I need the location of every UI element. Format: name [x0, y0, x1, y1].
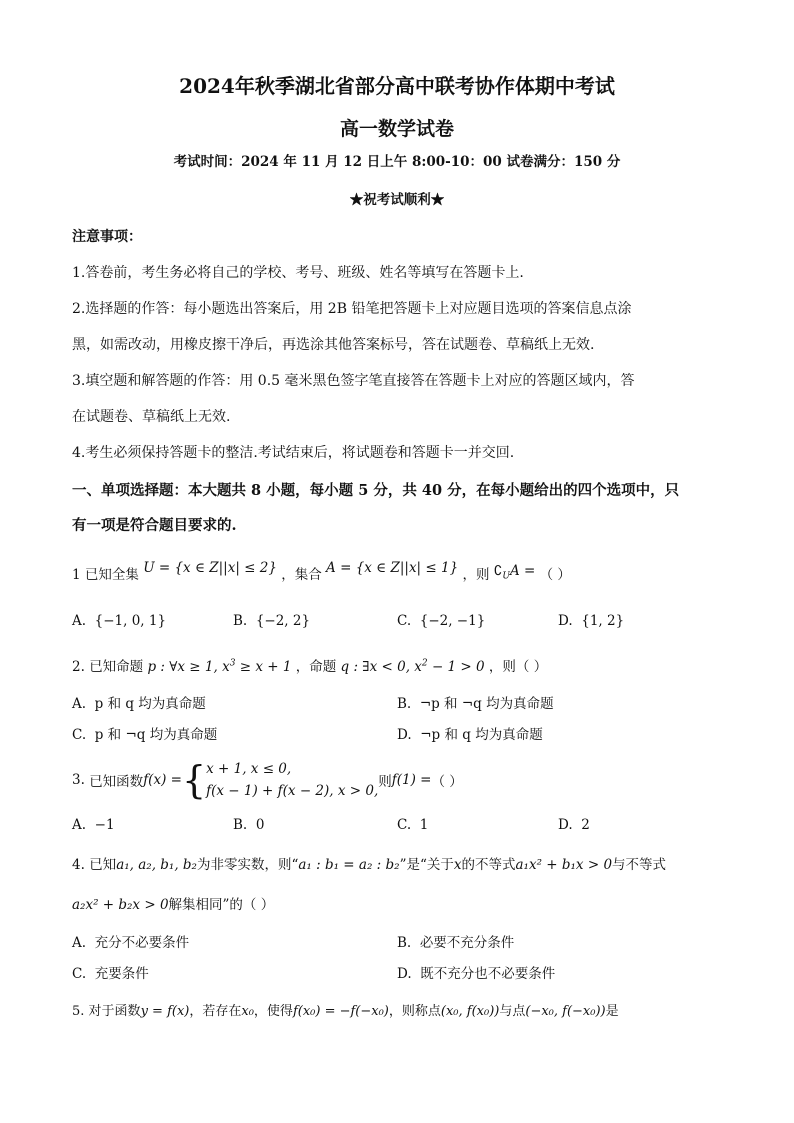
math-expression: − 1 > 0 — [427, 659, 485, 675]
option-label: A. — [72, 613, 87, 629]
math-expression: x₀ — [241, 1004, 254, 1019]
option-a[interactable] — [72, 931, 189, 951]
piecewise-case-1: x + 1, x ≤ 0, — [206, 761, 292, 777]
option-value: 充要条件 — [94, 966, 149, 982]
math-expression: a₁ : b₁ = a₂ : b₂ — [298, 857, 400, 873]
math-expression: a₁, a₂, b₁, b₂ — [116, 857, 197, 873]
option-label: C. — [72, 727, 87, 743]
math-expression: A = — [509, 563, 536, 579]
math-expression: f(x) = — [143, 772, 182, 788]
option-value: ¬p 和 ¬q 均为真命题 — [419, 696, 554, 712]
question-text: ，则 — [462, 567, 490, 583]
math-expression: a₂x² + b₂x > 0 — [72, 897, 169, 913]
option-label: D. — [397, 727, 412, 743]
option-b[interactable] — [397, 692, 554, 712]
option-label: B. — [397, 935, 412, 951]
option-a[interactable] — [72, 817, 115, 833]
option-c[interactable] — [397, 613, 485, 629]
exam-subtitle: 高一数学试卷 — [339, 118, 454, 140]
question-text: 与点 — [499, 1004, 526, 1019]
question-text: 对于函数 — [88, 1004, 141, 1019]
question-text: 与不等式 — [612, 857, 667, 873]
question-text: 已知命题 — [89, 659, 144, 675]
option-value: 必要不充分条件 — [419, 935, 515, 951]
question-text: ，若存在 — [189, 1004, 242, 1019]
question-text: 已知全集 — [84, 567, 139, 583]
option-label: C. — [397, 817, 412, 833]
note-3-line2: 在试题卷、草稿纸上无效. — [72, 409, 231, 425]
option-label: B. — [397, 696, 412, 712]
option-b[interactable] — [233, 817, 264, 833]
question-text: ，则（ ） — [488, 659, 548, 675]
section1-line1: 一、单项选择题：本大题共 8 小题，每小题 5 分，共 40 分，在每小题给出的四个选项中，只 — [72, 482, 680, 499]
math-variable: x — [453, 857, 462, 873]
note-4: 4.考生必须保持答题卡的整洁.考试结束后，将试题卷和答题卡一并交回. — [72, 445, 515, 461]
math-expression: A = {x ∈ Z||x| ≤ 1} — [326, 560, 459, 576]
math-expression: U = {x ∈ Z||x| ≤ 2} — [143, 560, 277, 576]
option-value: {−2, −1} — [419, 613, 486, 629]
question-3 — [72, 756, 463, 804]
option-value: p 和 q 均为真命题 — [94, 696, 206, 712]
exam-wish: ★祝考试顺利★ — [349, 192, 445, 208]
option-value: {1, 2} — [581, 613, 625, 629]
question-text: ，则称点 — [388, 1004, 441, 1019]
answer-bracket: （ ） — [539, 567, 571, 583]
option-value: {−2, 2} — [255, 613, 311, 629]
math-expression: p : ∀x ≥ 1, x — [147, 659, 230, 675]
piecewise-case-2: f(x − 1) + f(x − 2), x > 0, — [206, 783, 379, 799]
question-text: 的不等式 — [461, 857, 516, 873]
option-value: 充分不必要条件 — [94, 935, 190, 951]
option-c[interactable] — [72, 962, 149, 982]
option-b[interactable] — [397, 931, 514, 951]
option-d[interactable] — [397, 962, 555, 982]
option-label: A. — [72, 696, 87, 712]
option-value: {−1, 0, 1} — [94, 613, 167, 629]
option-value: 2 — [581, 817, 590, 833]
question-text: 已知函数 — [89, 774, 144, 790]
question-number: 2. — [72, 659, 85, 675]
question-text: 则 — [378, 774, 392, 790]
exam-meta: 考试时间：2024 年 11 月 12 日上午 8:00-10：00 试卷满分：150 分 — [173, 154, 621, 170]
math-exponent: 3 — [229, 658, 236, 669]
question-2 — [72, 655, 547, 675]
note-2-line2: 黑，如需改动，用橡皮擦干净后，再选涂其他答案标号，答在试题卷、草稿纸上无效. — [72, 337, 595, 353]
option-a[interactable] — [72, 613, 166, 629]
option-value: 0 — [255, 817, 265, 833]
notes-heading: 注意事项： — [72, 229, 142, 245]
question-number: 4. — [72, 857, 85, 873]
math-subscript: U — [502, 571, 510, 582]
question-5 — [72, 1000, 619, 1019]
option-label: D. — [558, 613, 573, 629]
note-2-line1: 2.选择题的作答：每小题选出答案后，用 2B 铅笔把答题卡上对应题目选项的答案信息点涂 — [72, 301, 632, 317]
piecewise-brace: { — [181, 758, 207, 802]
question-text: 已知 — [89, 857, 117, 873]
complement-symbol: ∁ — [493, 563, 503, 579]
section1-line2: 有一项是符合题目要求的. — [72, 517, 237, 534]
option-label: D. — [397, 966, 412, 982]
question-number: 5. — [72, 1004, 85, 1019]
option-d[interactable] — [558, 817, 590, 833]
option-c[interactable] — [72, 723, 217, 743]
question-text: ”是“关于 — [399, 857, 454, 873]
option-d[interactable] — [397, 723, 543, 743]
option-value: ¬p 和 q 均为真命题 — [420, 727, 543, 743]
math-expression: q : ∃x < 0, x — [340, 659, 422, 675]
option-label: C. — [397, 613, 412, 629]
option-label: C. — [72, 966, 87, 982]
option-c[interactable] — [397, 817, 428, 833]
option-value: p 和 ¬q 均为真命题 — [94, 727, 218, 743]
option-label: B. — [233, 817, 248, 833]
answer-bracket: （ ） — [431, 774, 463, 790]
math-expression: f(x₀) = −f(−x₀) — [292, 1004, 389, 1019]
question-text: 是 — [605, 1004, 619, 1019]
math-expression: y = f(x) — [140, 1004, 190, 1019]
option-label: A. — [72, 935, 87, 951]
question-number: 1 — [72, 567, 81, 583]
question-text: 解集相同”的（ ） — [168, 897, 275, 913]
question-4-line1 — [72, 853, 666, 873]
question-number: 3. — [72, 772, 85, 788]
option-value: 1 — [419, 817, 429, 833]
question-text: 为非零实数，则“ — [196, 857, 299, 873]
question-text: ，使得 — [253, 1004, 293, 1019]
question-4-line2 — [72, 893, 274, 913]
piecewise-cases — [206, 758, 378, 802]
math-expression: (x₀, f(x₀)) — [440, 1004, 500, 1019]
option-label: B. — [233, 613, 248, 629]
question-text: ，集合 — [281, 567, 322, 583]
exam-title: 2024年秋季湖北省部分高中联考协作体期中考试 — [179, 74, 615, 98]
question-text: ，命题 — [295, 659, 337, 675]
note-1: 1.答卷前，考生务必将自己的学校、考号、班级、姓名等填写在答题卡上. — [72, 265, 524, 281]
option-d[interactable] — [558, 613, 624, 629]
option-b[interactable] — [233, 613, 310, 629]
option-value: −1 — [94, 817, 115, 833]
option-label: A. — [72, 817, 87, 833]
option-a[interactable] — [72, 692, 206, 712]
math-expression: f(1) = — [391, 772, 432, 788]
math-expression: (−x₀, f(−x₀)) — [525, 1004, 606, 1019]
math-exponent: 2 — [421, 658, 428, 669]
math-expression: ≥ x + 1 — [235, 659, 292, 675]
option-label: D. — [558, 817, 573, 833]
question-1 — [72, 560, 571, 586]
note-3-line1: 3.填空题和解答题的作答：用 0.5 毫米黑色签字笔直接答在答题卡上对应的答题区域内，答 — [72, 373, 635, 389]
math-expression: a₁x² + b₁x > 0 — [515, 857, 613, 873]
option-value: 既不充分也不必要条件 — [420, 966, 556, 982]
